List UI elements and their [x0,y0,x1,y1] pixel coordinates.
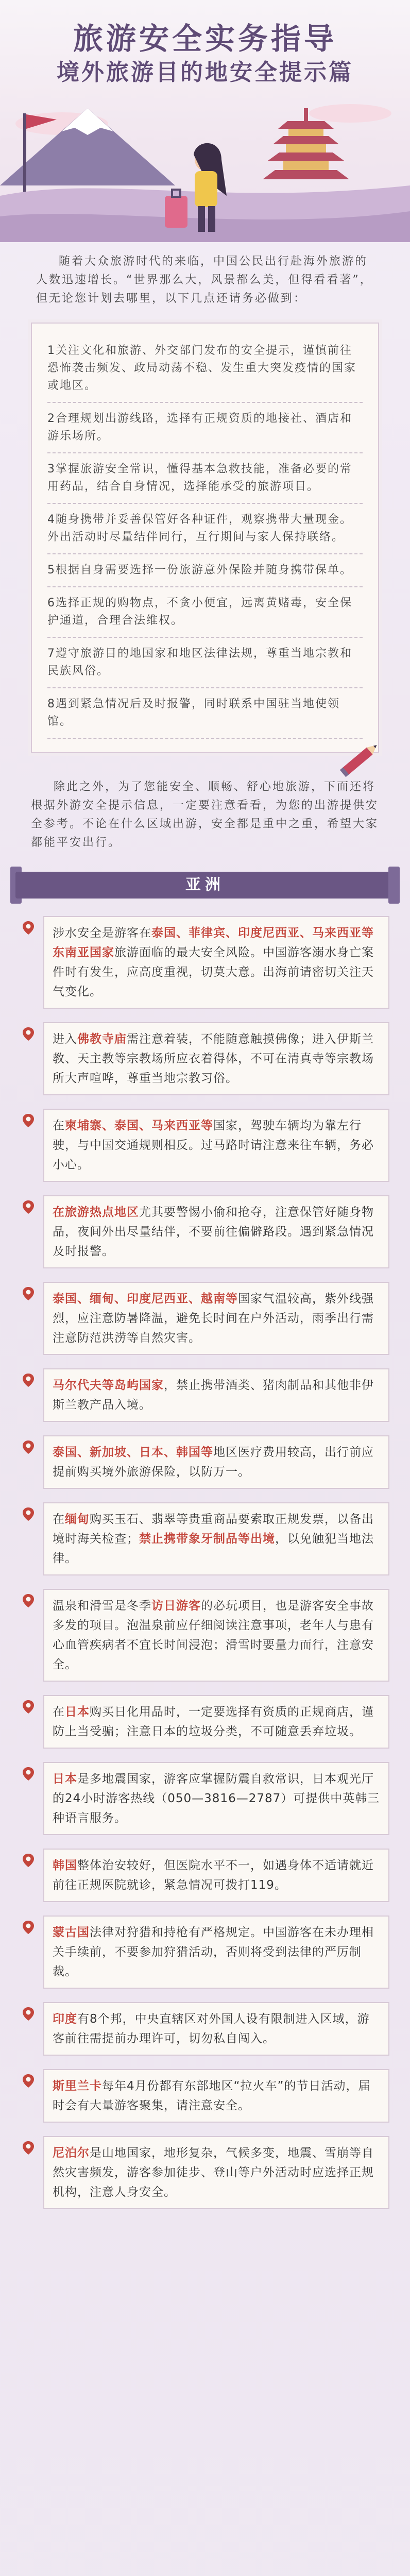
safety-entry [21,2002,389,2056]
entry-text [43,916,389,1009]
header-banner [0,0,410,242]
highlight-text: 韩国 [53,1859,77,1872]
body-text: 购买日化用品时，一定要选择有资质的正规商店，谨防上当受骗；注意日本的垃圾分类，不可随意丢弃垃圾。 [53,1705,374,1738]
body-text: 国家，驾驶车辆均为靠左行驶，与中国交通规则相反。过马路时请注意来往车辆，务必小心。 [53,1119,374,1172]
tips-box [31,323,379,753]
body-text: 涉水安全是游客在 [53,926,151,940]
map-pin-icon [21,1286,36,1301]
intro-section [31,242,379,313]
map-pin-icon [21,1699,36,1715]
highlight-text: 访日游客 [151,1599,201,1613]
body-text: 温泉和滑雪是冬季 [53,1599,151,1613]
highlight-text: 禁止携带象牙制品等出境 [139,1532,275,1546]
body-text: 尤其要警惕小偷和抢夺，注意保管好随身物品，夜间外出尽量结伴，不要前往偏僻路段。遇到紧急情况及时报警。 [53,1206,374,1258]
highlight-text: 缅甸 [65,1513,90,1526]
region-header [15,867,395,904]
page-title: 旅游安全实务指导 [73,21,337,56]
body-text: 整体治安较好，但医院水平不一，如遇身体不适请就近前往正规医院就诊，紧急情况可拨打119。 [53,1859,374,1892]
safety-entry [21,2136,389,2209]
entry-text [43,1589,389,1682]
body-text: 每年4月份都有东部地区“拉火车”的节日活动，届时会有大量游客聚集，请注意安全。 [53,2079,371,2112]
safety-entry [21,1762,389,1835]
highlight-text: 斯里兰卡 [53,2079,102,2093]
highlight-text: 泰国、菲律宾、印度尼西亚、马来西亚等东南亚国家 [53,926,374,959]
body-text: 在 [53,1513,65,1526]
body-text: ，以免触犯当地法律。 [53,1532,374,1565]
map-pin-icon [21,1766,36,1782]
body-text: 购买玉石、翡翠等贵重商品要索取正规发票，以备出境时海关检查； [53,1513,374,1546]
entry-text [43,1762,389,1835]
map-pin-icon [21,2006,36,2022]
safety-entry [21,1695,389,1749]
body-text: 法律对狩猎和持枪有严格规定。中国游客在未办理相关手续前，不要参加狩猎活动，否则将受到法律的严厉制裁。 [53,1926,374,1978]
highlight-text: 泰国、缅甸、印度尼西亚、越南等 [53,1292,238,1306]
body-text: 有8个邦，中央直辖区对外国人设有限制进入区域，游客前往需提前办理许可，切勿私自闯入。 [53,2012,370,2045]
body-text: 进入 [53,1032,77,1046]
safety-entry [21,916,389,1009]
map-pin-icon [21,920,36,936]
entry-text [43,1022,389,1095]
map-pin-icon [21,1026,36,1042]
highlight-text: 在旅游热点地区 [53,1206,139,1219]
entry-text [43,2069,389,2123]
ribbon-right [388,867,400,904]
safety-entry [21,2069,389,2123]
safety-entry [21,1195,389,1268]
body-text: 地区医疗费用较高，出行前应提前购买境外旅游保险，以防万一。 [53,1446,374,1479]
highlight-text: 日本 [65,1705,90,1719]
travel-illustration [0,77,410,242]
map-pin-icon [21,1372,36,1388]
body-text: 是多地震国家，游客应掌握防震自救常识，日本观光厅的24小时游客热线（050—3816—2787）可提供中英韩三种语言服务。 [53,1772,380,1825]
region-title: 亚洲 [185,876,225,894]
intro-paragraph: 随着大众旅游时代的来临，中国公民出行赴海外旅游的人数迅速增长。“世界那么大，风景都么美，但得看看著”，但无论您计划去哪里，以下几点还请务必做到： [36,255,373,305]
map-pin-icon [21,1506,36,1522]
entry-text [43,1282,389,1355]
highlight-text: 蒙古国 [53,1926,90,1939]
body-text: 是山地国家，地形复杂，气候多变，地震、雪崩等自然灾害频发，游客参加徒步、登山等户外活动时应选择正规机构，注意人身安全。 [53,2146,374,2199]
safety-entry [21,1282,389,1355]
safety-entry [21,1916,389,1989]
body-text: 旅游面临的最大安全风险。中国游客溺水身亡案件时有发生，应高度重视，切莫大意。出海前请密切关注天气变化。 [53,946,374,998]
entry-text [43,2136,389,2209]
body-text: 的必玩项目，也是游客安全事故多发的项目。泡温泉前应仔细阅读注意事项，老年人与患有心血管疾病者不宜长时间浸泡；滑雪时要量力而行，注意安全。 [53,1599,374,1671]
safety-entry [21,1589,389,1682]
entry-text [43,1109,389,1182]
body-text: 在 [53,1705,65,1719]
map-pin-icon [21,1920,36,1935]
highlight-text: 佛教寺庙 [77,1032,127,1046]
body-text: ，禁止携带酒类、猪肉制品和其他非伊斯兰教产品入境。 [53,1379,374,1412]
highlight-text: 日本 [53,1772,77,1786]
page-subtitle: 境外旅游目的地安全提示篇 [57,59,353,86]
entry-list [21,916,389,2209]
body-text: 需注意着装，不能随意触摸佛像；进入伊斯兰教、天主教等宗教场所应衣着得体，不可在清真寺等宗教场所大声喧哗，尊重当地宗教习俗。 [53,1032,374,1085]
safety-entry [21,1849,389,1902]
entry-text [43,1916,389,1989]
highlight-text: 泰国、新加坡、日本、韩国等 [53,1446,213,1459]
entry-text [43,1695,389,1749]
map-pin-icon [21,1113,36,1128]
body-text: 国家气温较高，紫外线强烈，应注意防暑降温，避免长时间在户外活动，雨季出行需注意防范洪涝等自然灾害。 [53,1292,374,1345]
map-pin-icon [21,1593,36,1608]
entry-text [43,1435,389,1489]
safety-entry [21,1435,389,1489]
map-pin-icon [21,1439,36,1455]
map-pin-icon [21,1199,36,1215]
tip-item: 6选择正规的购物点，不贪小便宜，远离黄赌毒，安全保护通道，合理合法维权。 [47,587,363,638]
entry-text [43,1502,389,1575]
entry-text [43,2002,389,2056]
entry-text [43,1195,389,1268]
safety-entry [21,1502,389,1575]
map-pin-icon [21,2073,36,2089]
tip-item: 3掌握旅游安全常识，懂得基本急救技能，准备必要的常用药品，结合自身情况，选择能承受的旅游项目。 [47,453,363,504]
body-text: 在 [53,1119,65,1132]
map-pin-icon [21,1853,36,1868]
tip-item: 1关注文化和旅游、外交部门发布的安全提示，谨慎前往恐怖袭击频发、政局动荡不稳、发生重大突发疫情的国家或地区。 [47,335,363,403]
highlight-text: 尼泊尔 [53,2146,90,2160]
tip-item: 4随身携带并妥善保管好各种证件，观察携带大量现金。外出活动时尽量结伴同行，互行期间与家人保持联络。 [47,504,363,554]
safety-entry [21,1109,389,1182]
tip-item: 2合理规划出游线路，选择有正规资质的地接社、酒店和游乐场所。 [47,403,363,453]
safety-entry [21,1368,389,1422]
tip-item: 7遵守旅游目的地国家和地区法律法规，尊重当地宗教和民族风俗。 [47,638,363,688]
map-pin-icon [21,2140,36,2156]
highlight-text: 柬埔寨、泰国、马来西亚等 [65,1119,213,1132]
outro-section [31,778,379,852]
tip-item: 8遇到紧急情况后及时报警，同时联系中国驻当地使领馆。 [47,688,363,739]
entry-text [43,1849,389,1902]
pencil-icon [331,732,387,788]
entry-text [43,1368,389,1422]
outro-paragraph: 除此之外，为了您能安全、顺畅、舒心地旅游，下面还将根据外游安全提示信息，一定要注意看看，为您的出游提供安全参考。不论在什么区域出游，安全都是重中之重，希望大家都能平安出行。 [31,781,379,849]
highlight-text: 印度 [53,2012,77,2026]
safety-entry [21,1022,389,1095]
tip-item: 5根据自身需要选择一份旅游意外保险并随身携带保单。 [47,554,363,587]
highlight-text: 马尔代夫等岛屿国家 [53,1379,164,1392]
